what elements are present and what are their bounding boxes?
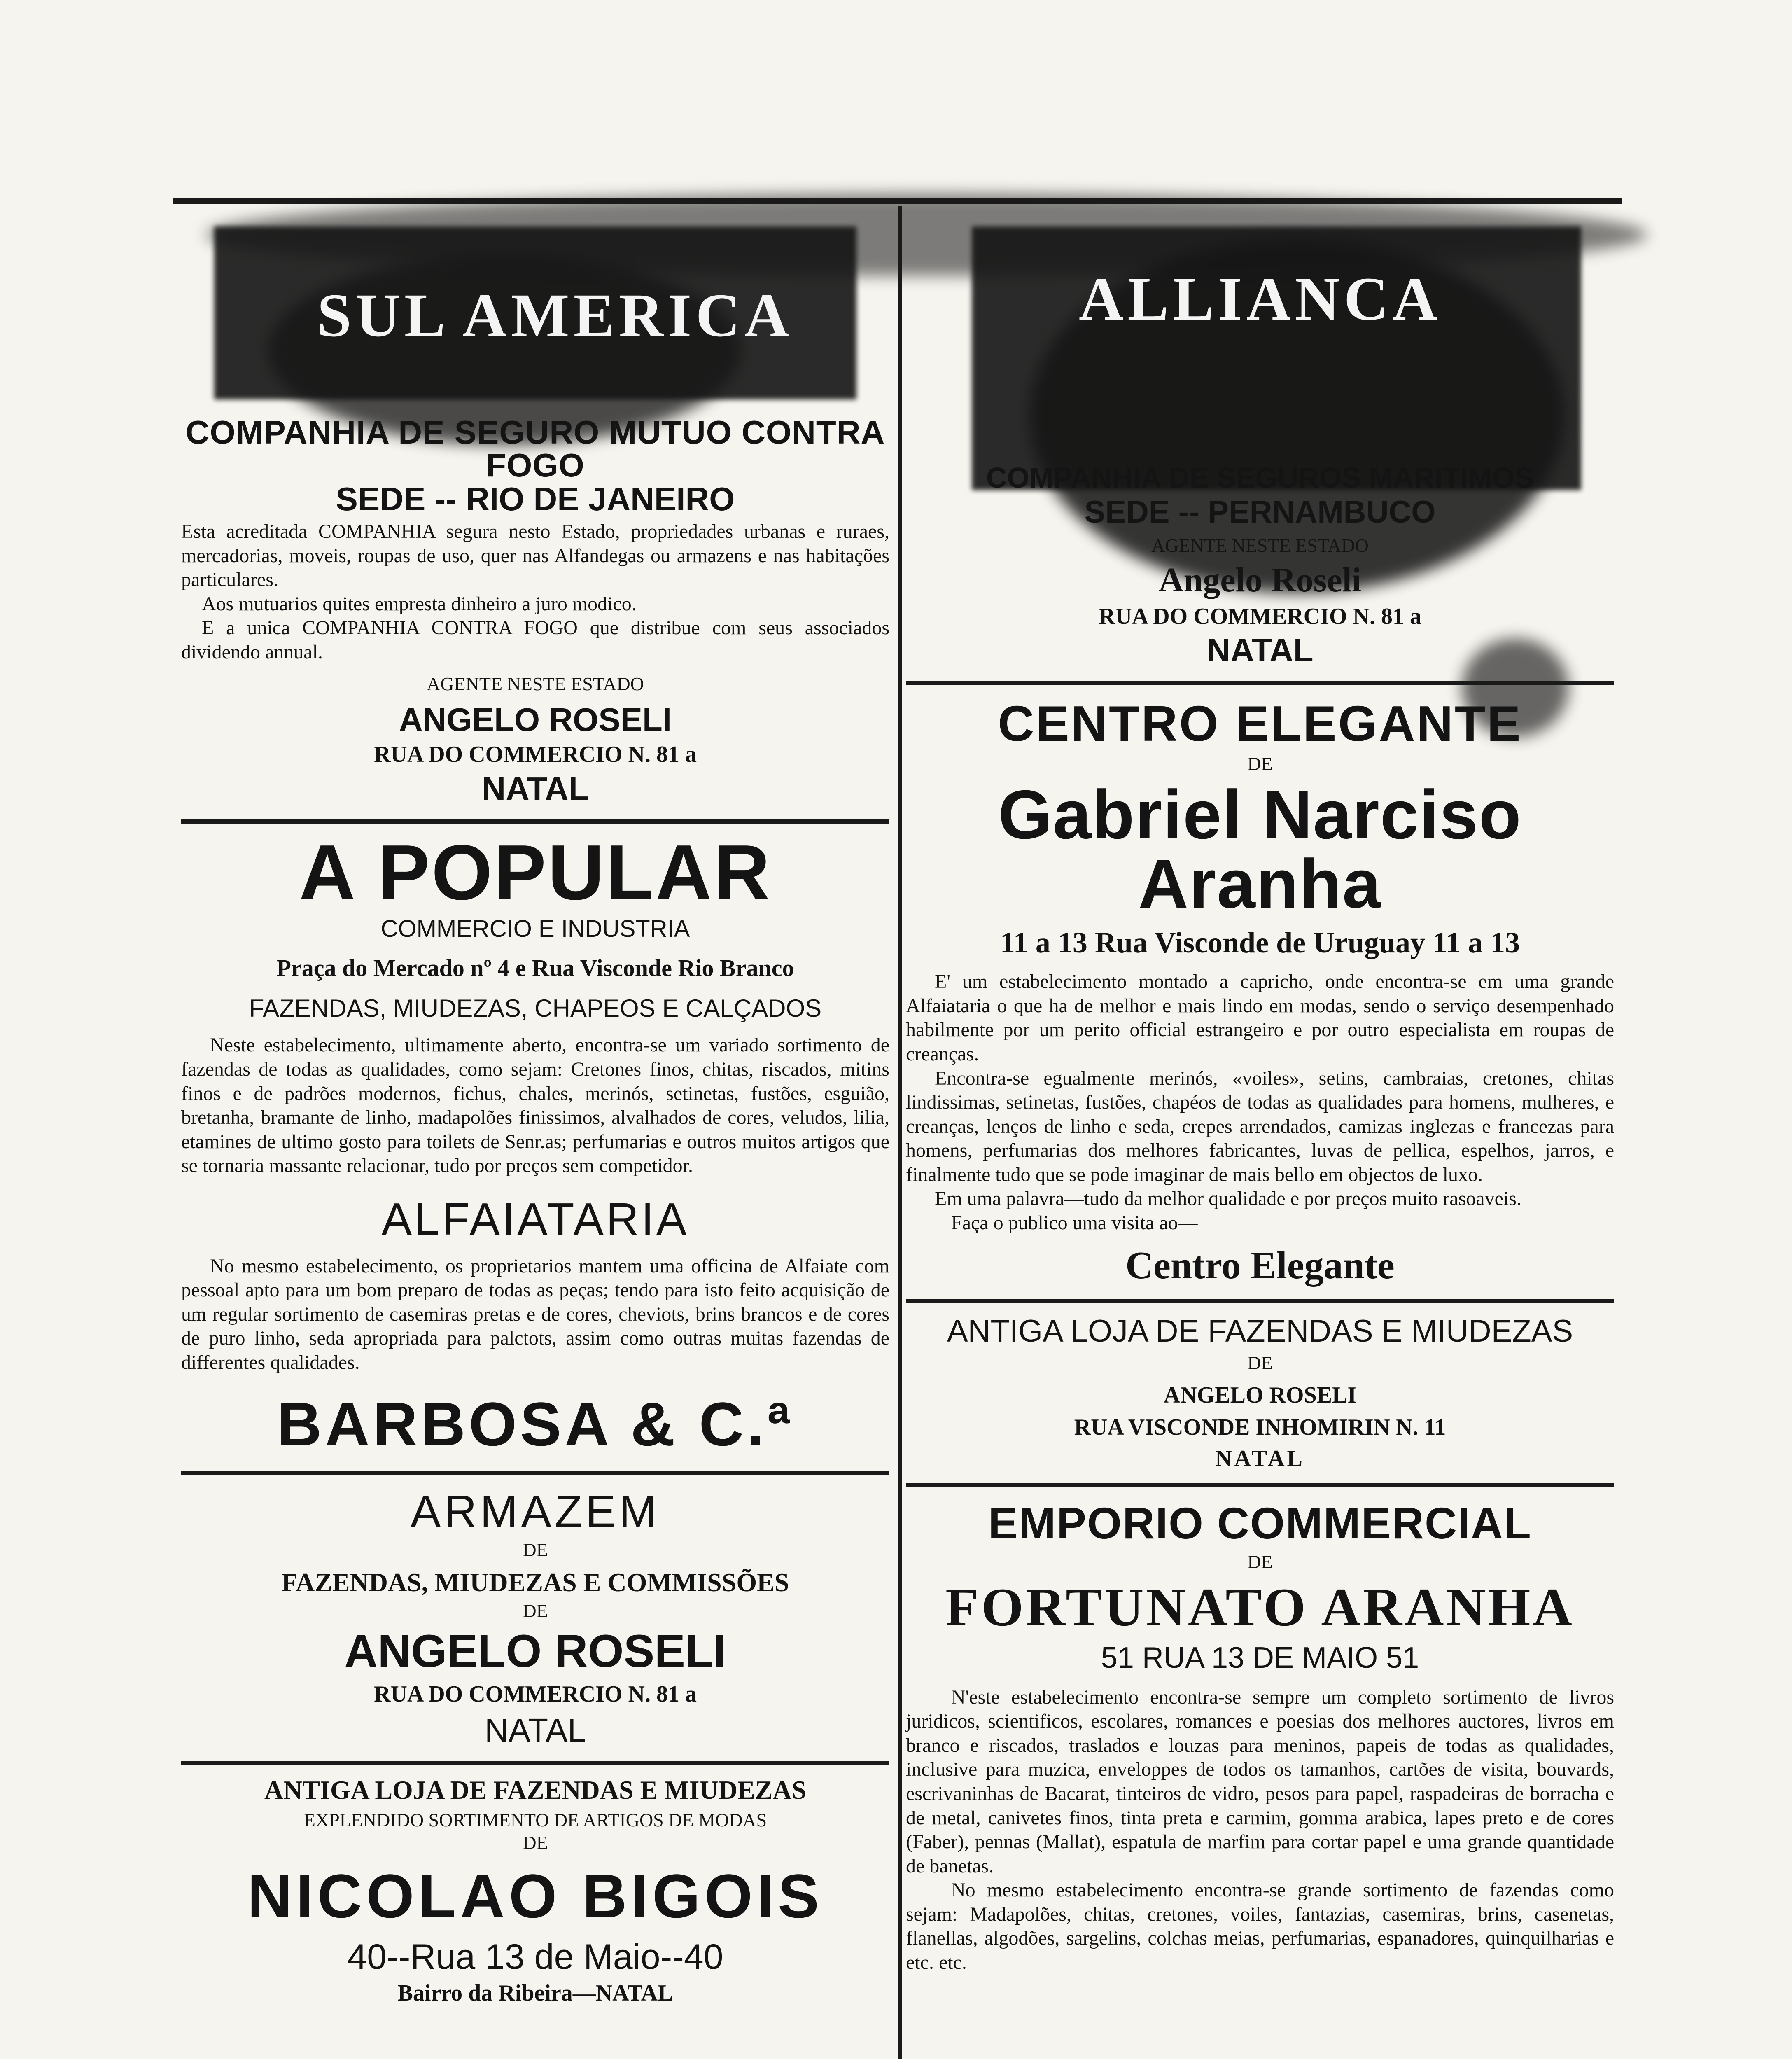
armazem-title: ARMAZEM — [411, 1486, 660, 1537]
emporio-body-1: N'este estabelecimento encontra-se sempre um completo sortimento de livros juridicos, scientificos, escolares, romances e poesias dos melhores auctores, livros em branco e riscados, traslados e louzas para meninos, papeis de todas as qualidades, inclusive para muzica, enveloppes de todos os tamanhos, cartões de visita, bouvards, escrivaninhas de Bacarat, tinteiros de vidro, pesos para papel, raspadeiras de borracha e de metal, canivetes finos, tinta preta e carmim, gomma arabica, lapes preto e de cores (Faber), pennas (Mallat), espatula de marfim para cortar papel e uma grande quantidade de banetas. — [906, 1686, 1614, 1877]
popular-title: A POPULAR — [299, 829, 772, 917]
left-header-ghost-lettering: SUL AMERICA — [317, 281, 793, 350]
bigois-subtitle: EXPLENDIDO SORTIMENTO DE ARTIGOS DE MODAS — [303, 1809, 767, 1830]
armazem-ad — [181, 1485, 889, 1749]
bigois-address: 40--Rua 13 de Maio--40 — [347, 1937, 723, 1977]
left-rule-1 — [181, 819, 889, 824]
centro-title: CENTRO ELEGANTE — [998, 696, 1522, 752]
armazem-city: NATAL — [485, 1711, 586, 1749]
armazem-de-1: DE — [523, 1539, 548, 1561]
right-header-ghost-lettering: ALLIANCA — [1079, 265, 1442, 333]
left-header-ornament — [181, 194, 889, 416]
popular-owner: BARBOSA & C.ª — [277, 1389, 793, 1459]
centro-signature: Centro Elegante — [1125, 1244, 1395, 1287]
fire-insurance-body-1: Esta acreditada COMPANHIA segura nesto Estado, propriedades urbanas e ruraes, mercadorias, moveis, roupas de uso, quer nas Alfandegas ou armazens e nas habitações particulares. — [181, 521, 889, 591]
emporio-de: DE — [1247, 1551, 1273, 1572]
bigois-ad — [181, 1775, 889, 2006]
emporio-title: EMPORIO COMMERCIAL — [988, 1498, 1532, 1548]
popular-subtitle: COMMERCIO E INDUSTRIA — [380, 915, 690, 943]
bigois-district: Bairro da Ribeira—NATAL — [397, 1980, 673, 2006]
maritime-address: RUA DO COMMERCIO N. 81 a — [1099, 604, 1421, 630]
fire-insurance-agent-label: AGENTE NESTE ESTADO — [427, 673, 644, 695]
bigois-owner: NICOLAO BIGOIS — [247, 1861, 824, 1931]
centro-elegante-ad — [906, 695, 1614, 1288]
left-column — [181, 412, 889, 2006]
left-rule-3 — [181, 1761, 889, 1765]
bigois-title: ANTIGA LOJA DE FAZENDAS E MIUDEZAS — [264, 1775, 807, 1805]
centro-body-2: Encontra-se egualmente merinós, «voiles», setins, cambraias, cretones, chitas lindissimas, setinetas, fustões, chapéos de todas as qualidades para homens, mulheres, e creanças, lenços de linho e seda, crepes arrendados, camizas inglezas e francezas para homens, perfumarias dos melhores fabricantes, luvas de pellica, espelhos, jarros, e finalmente tudo que se pode imaginar de mais bello em objectos de luxo. — [906, 1067, 1614, 1186]
left-rule-2 — [181, 1471, 889, 1475]
emporio-body-2: No mesmo estabelecimento encontra-se grande sortimento de fazendas como sejam: Madapolões, chitas, cretones, voiles, fantazias, casemiras, brins, casenetas, flanellas, algodões, sargelins, colchas meias, perfumarias, espanadores, quinquilharias e etc. etc. — [906, 1879, 1614, 1973]
popular-section-body: No mesmo estabelecimento, os proprietarios mantem uma officina de Alfaiate com pessoal apto para um bom preparo de todas as peças; tendo para isto feito acquisição de um regular sortimento de casemiras pretas e de cores, cheviots, brins brancos e de cores de puro linho, seda apropriada para palctots, assim como outras muitas fazendas de differentes qualidades. — [181, 1255, 889, 1373]
popular-location: Praça do Mercado nº 4 e Rua Visconde Rio Branco — [276, 955, 794, 982]
centro-owner: Gabriel Narciso Aranha — [998, 776, 1522, 923]
centro-body-4: Faça o publico uma visita ao— — [951, 1212, 1198, 1234]
fire-insurance-address: RUA DO COMMERCIO N. 81 a — [374, 742, 697, 768]
fire-insurance-city: NATAL — [482, 770, 589, 808]
maritime-agent-label: AGENTE NESTE ESTADO — [1151, 535, 1369, 556]
centro-body-3: Em uma palavra—tudo da melhor qualidade e por preços muito rasoaveis. — [935, 1188, 1521, 1210]
antiga-address: RUA VISCONDE INHOMIRIN N. 11 — [1074, 1414, 1446, 1440]
maritime-agent-name: Angelo Roseli — [1158, 561, 1362, 600]
centro-address: 11 a 13 Rua Visconde de Uruguay 11 a 13 — [1000, 926, 1520, 959]
fire-insurance-body-3: E a unica COMPANHIA CONTRA FOGO que distribue com seus associados dividendo annual. — [181, 617, 889, 663]
right-rule-2 — [906, 1299, 1614, 1303]
popular-ad — [181, 829, 889, 1460]
right-rule-3 — [906, 1483, 1614, 1487]
antiga-roseli-ad — [906, 1313, 1614, 1471]
antiga-title: ANTIGA LOJA DE FAZENDAS E MIUDEZAS — [947, 1314, 1573, 1349]
centro-body-1: E' um estabelecimento montado a capricho, onde encontra-se em uma grande Alfaiataria o que ha de melhor e mais lindo em modas, sendo o serviço desempenhado habilmente por um perito official estrangeiro e por outro especialista em roupas de creanças. — [906, 971, 1614, 1065]
emporio-address: 51 RUA 13 DE MAIO 51 — [1101, 1641, 1419, 1674]
right-column — [906, 412, 1614, 1975]
maritime-ad — [906, 461, 1614, 669]
fire-insurance-agent-name: ANGELO ROSELI — [399, 701, 672, 738]
fire-insurance-title: COMPANHIA DE SEGURO MUTUO CONTRA FOGO — [185, 414, 885, 483]
antiga-de: DE — [1247, 1352, 1273, 1374]
fire-insurance-body-2: Aos mutuarios quites empresta dinheiro a juro modico. — [202, 593, 637, 615]
armazem-de-2: DE — [523, 1600, 548, 1621]
popular-categories: FAZENDAS, MIUDEZAS, CHAPEOS E CALÇADOS — [249, 994, 822, 1022]
popular-section-title: ALFAIATARIA — [381, 1193, 689, 1244]
right-rule-1 — [906, 681, 1614, 685]
emporio-owner: FORTUNATO ARANHA — [945, 1576, 1575, 1637]
column-divider — [898, 206, 902, 2059]
fire-insurance-ad — [181, 416, 889, 808]
fire-insurance-sede: SEDE -- RIO DE JANEIRO — [336, 481, 735, 517]
maritime-company: COMPANHIA DE SEGUROS MARITIMOS — [986, 462, 1534, 494]
antiga-city: NATAL — [1215, 1445, 1305, 1471]
antiga-owner: ANGELO ROSELI — [1163, 1382, 1357, 1408]
maritime-sede: SEDE -- PERNAMBUCO — [1084, 495, 1436, 530]
maritime-city: NATAL — [1206, 632, 1314, 669]
armazem-subtitle: FAZENDAS, MIUDEZAS E COMMISSÕES — [281, 1567, 789, 1597]
popular-body: Neste estabelecimento, ultimamente aberto, encontra-se um variado sortimento de fazendas de todas as qualidades, como sejam: Cretones finos, chitas, riscados, mitins finos e de padrões modernos, fichus, chales, merinós, setinetas, fustões, esguião, bretanha, bramante de linho, madapolões finissimos, alvalhados de cores, veludos, lilia, etamines de ultimo gosto para toilets de Senr.as; perfumarias e outros muitos artigos que se tornaria massante relacionar, tudo por preços sem competidor. — [181, 1034, 889, 1177]
armazem-address: RUA DO COMMERCIO N. 81 a — [374, 1681, 697, 1707]
centro-de: DE — [1247, 753, 1273, 775]
bigois-de: DE — [523, 1832, 548, 1854]
armazem-owner: ANGELO ROSELI — [344, 1625, 726, 1677]
emporio-ad — [906, 1497, 1614, 1975]
